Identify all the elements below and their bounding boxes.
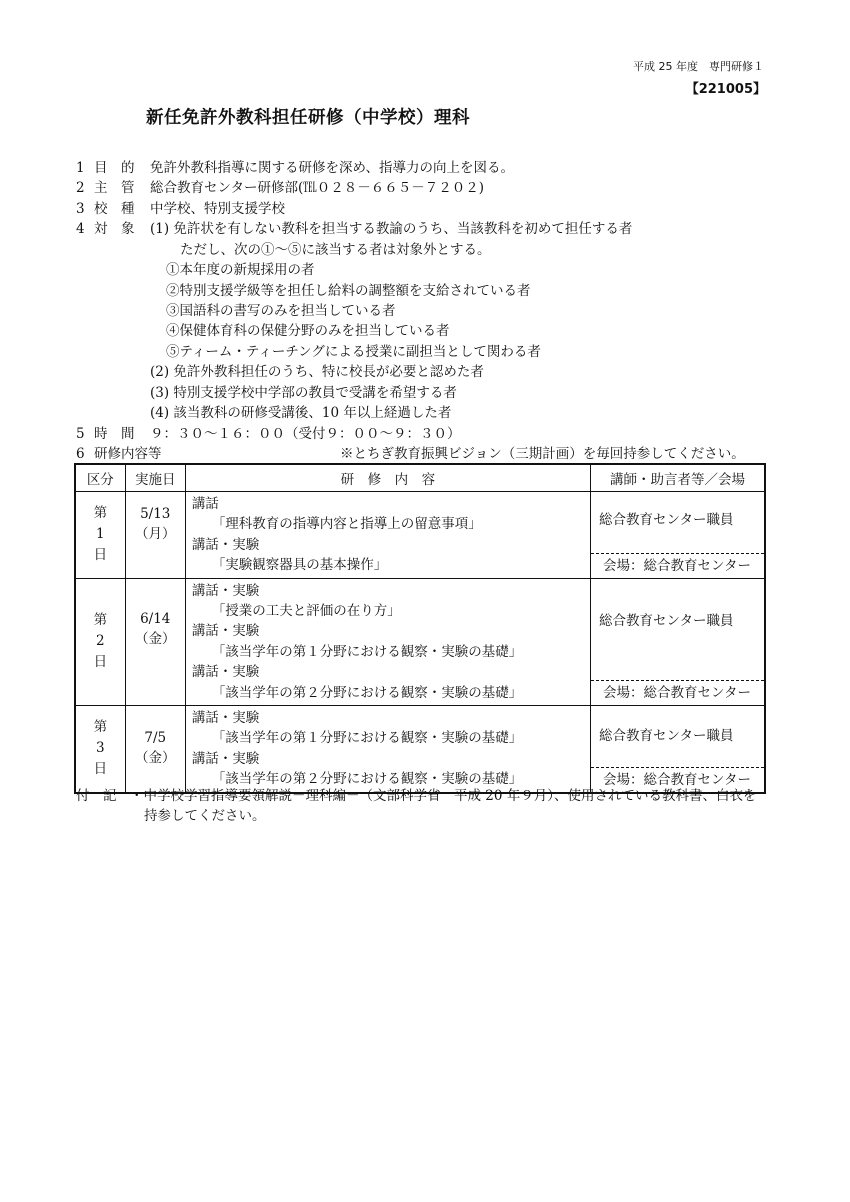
item-host-label: 主 管 (94, 180, 135, 196)
content-line: 「該当学年の第１分野における観察・実験の基礎」 (211, 643, 523, 660)
table-header-row (75, 464, 765, 492)
lecturer-cell (590, 492, 765, 579)
content-line: 「該当学年の第２分野における観察・実験の基礎」 (211, 771, 523, 788)
lecturer-cell (590, 578, 765, 705)
weekday-value: （月） (134, 526, 176, 542)
content-line: 講話 (191, 496, 219, 512)
lecturer-name: 総合教育センター職員 (598, 728, 734, 745)
content-line: 講話・実験 (191, 623, 260, 640)
target-exclusion-note: ただし、次の①～⑤に該当する者は対象外とする。 (180, 242, 491, 258)
date-cell (125, 492, 185, 579)
division-char: 第 (93, 505, 108, 522)
content-cell (185, 492, 590, 579)
item-time-label: 時 間 (94, 426, 135, 442)
header-date: 実施日 (125, 464, 185, 492)
item-purpose-label: 目 的 (94, 160, 135, 176)
item-schools-label: 校 種 (94, 201, 135, 217)
page-title: 新任免許外教科担任研修（中学校）理科 (146, 108, 470, 128)
venue-name: 会場：総合教育センター (591, 680, 764, 705)
division-char: 第 (93, 612, 108, 629)
content-cell (185, 578, 590, 705)
exclusion-2: ②特別支援学級等を担任し給料の調整額を支給されている者 (166, 283, 531, 299)
division-char: 3 (96, 740, 105, 757)
item-time-text: ９：３０～１６：００（受付９：００～９：３０） (150, 426, 461, 442)
header-content: 研 修 内 容 (185, 464, 590, 492)
item-contents-label: 研修内容等 (94, 446, 162, 462)
item-purpose-num: 1 (76, 160, 85, 176)
division-char: 2 (96, 633, 105, 650)
lecturer-name: 総合教育センター職員 (598, 512, 734, 528)
target-condition-2: (2) 免許外教科担任のうち、特に校長が必要と認めた者 (150, 364, 484, 380)
division-cell (75, 492, 125, 579)
item-schools-text: 中学校、特別支援学校 (150, 201, 285, 217)
exclusion-3: ③国語科の書写のみを担当している者 (166, 303, 396, 319)
content-line: 講話・実験 (191, 710, 260, 727)
content-cell (185, 706, 590, 793)
footnote-line-1: ・中学校学習指導要領解説－理科編－（文部科学省 平成 20 年９月）、使用されている教科書、白衣を (130, 788, 757, 804)
item-target-num: 4 (76, 221, 85, 237)
date-value: 5/13 (140, 506, 171, 522)
item-contents-num: 6 (76, 446, 85, 462)
header-lecturer: 講師・助言者等／会場 (590, 464, 765, 492)
venue-name: 会場：総合教育センター (591, 767, 764, 792)
header-division: 区分 (75, 464, 125, 492)
item-time-num: 5 (76, 426, 85, 442)
footnote-line-2: 持参してください。 (144, 808, 266, 824)
content-line: 講話・実験 (191, 582, 260, 599)
item-target-label: 対 象 (94, 221, 135, 237)
venue-name: 会場：総合教育センター (591, 553, 764, 578)
target-condition-4: (4) 該当教科の研修受講後、10 年以上経過した者 (150, 405, 452, 421)
weekday-value: （金） (134, 630, 176, 647)
division-cell (75, 706, 125, 793)
division-char: 日 (93, 761, 108, 778)
content-line: 講話・実験 (191, 750, 260, 767)
content-line: 講話・実験 (191, 664, 260, 681)
exclusion-5: ⑤ティーム・ティーチングによる授業に副担当として関わる者 (166, 344, 541, 360)
content-line: 「実験観察器具の基本操作」 (211, 557, 388, 574)
exclusion-1: ①本年度の新規採用の者 (166, 262, 315, 278)
item-host-text: 総合教育センター研修部(℡０２８－６６５－７２０２) (150, 180, 484, 196)
weekday-value: （金） (134, 750, 176, 767)
contents-note: ※とちぎ教育振興ビジョン（三期計画）を毎回持参してください。 (340, 446, 745, 462)
schedule-table (74, 463, 766, 794)
division-char: 日 (93, 547, 108, 564)
table-row (75, 492, 765, 579)
content-line: 講話・実験 (191, 536, 260, 553)
course-code: 【221005】 (685, 82, 766, 97)
table-row (75, 706, 765, 793)
item-host-num: 2 (76, 180, 85, 196)
division-cell (75, 578, 125, 705)
date-value: 6/14 (140, 610, 171, 627)
training-category: 平成 25 年度 専門研修１ (633, 60, 764, 73)
lecturer-name: 総合教育センター職員 (598, 612, 734, 629)
content-line: 「該当学年の第１分野における観察・実験の基礎」 (211, 730, 523, 747)
target-condition-1: (1) 免許状を有しない教科を担当する教諭のうち、当該教科を初めて担任する者 (150, 221, 633, 237)
item-purpose-text: 免許外教科指導に関する研修を深め、指導力の向上を図る。 (150, 160, 514, 176)
content-line: 「該当学年の第２分野における観察・実験の基礎」 (211, 684, 523, 701)
division-char: 日 (93, 654, 108, 671)
date-cell (125, 706, 185, 793)
footnote-label: 付 記 (76, 788, 117, 804)
division-char: 第 (93, 719, 108, 736)
table-row (75, 578, 765, 705)
lecturer-cell (590, 706, 765, 793)
target-condition-3: (3) 特別支援学校中学部の教員で受講を希望する者 (150, 385, 457, 401)
content-line: 「授業の工夫と評価の在り方」 (211, 603, 401, 620)
date-cell (125, 578, 185, 705)
item-schools-num: 3 (76, 201, 85, 217)
date-value: 7/5 (144, 730, 167, 747)
division-char: 1 (96, 526, 105, 543)
exclusion-4: ④保健体育科の保健分野のみを担当している者 (166, 323, 450, 339)
content-line: 「理科教育の指導内容と指導上の留意事項」 (211, 516, 482, 533)
